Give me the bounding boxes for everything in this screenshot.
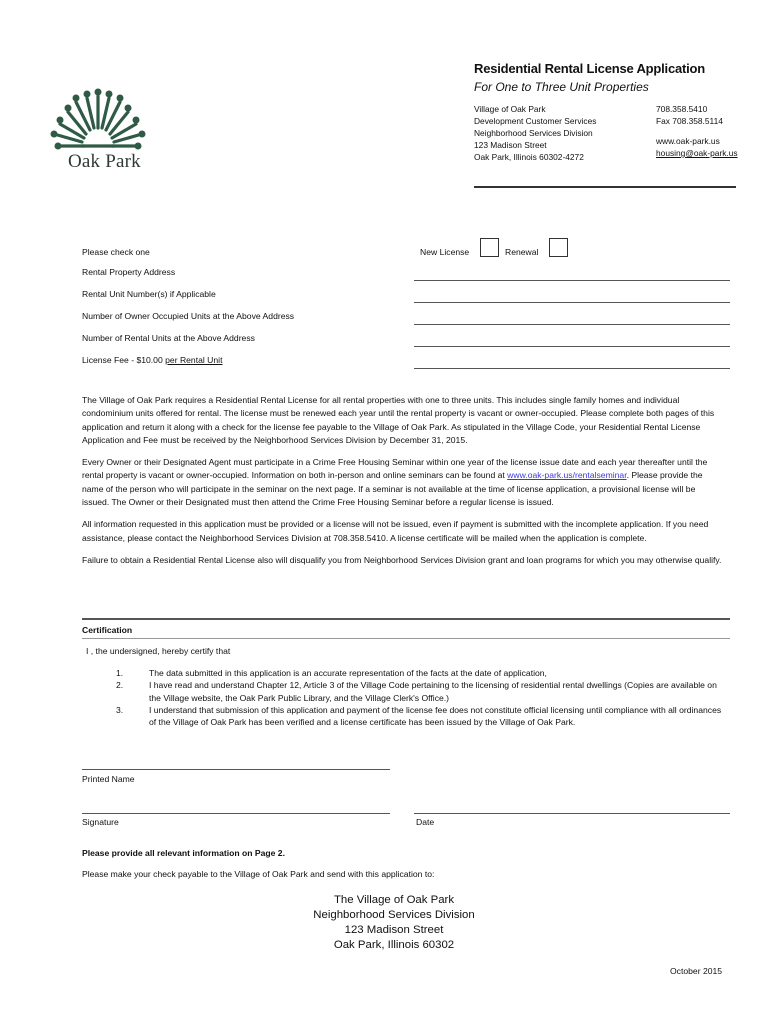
certification-underline bbox=[82, 638, 730, 639]
signature-label: Signature bbox=[82, 817, 119, 827]
mailing-line: Neighborhood Services Division bbox=[313, 909, 475, 921]
rental-units-label: Number of Rental Units at the Above Address bbox=[82, 333, 255, 343]
list-item bbox=[116, 679, 726, 704]
rental-address-label: Rental Property Address bbox=[82, 267, 176, 277]
renewal-checkbox[interactable] bbox=[549, 238, 568, 257]
information-paragraph: All information requested in this application must be provided or a license will not be issued, even if payment is submitted with the incomplete application. If you need assistance, please contact the Neighborhood Services Division at 708.358.5410. A license certificate will be mailed when the application is complete. bbox=[82, 519, 709, 543]
address-line: Oak Park, Illinois 60302-4272 bbox=[474, 152, 584, 162]
address-line: Neighborhood Services Division bbox=[474, 128, 593, 138]
document-title: Residential Rental License Application bbox=[474, 61, 706, 76]
logo-wordmark: Oak Park bbox=[68, 151, 141, 172]
new-license-label: New License bbox=[420, 247, 470, 257]
requirement-paragraph: The Village of Oak Park requires a Residential Rental License for all rental properties with one to three units. This includes single family homes and individual condominium units offered for rental. The license must be renewed each year until the rental property is vacant or owner-occupied. Please complete both pages of this application and return it along with a check for the license fee payable to the Village of Oak Park. As stipulated in the Village Code, your Residential Rental License Application and Fee must be received by the Neighborhood Services Division by December 31, 2015. bbox=[82, 395, 715, 445]
rental-address-field[interactable] bbox=[414, 280, 730, 281]
seminar-link[interactable]: www.oak-park.us/rentalseminar bbox=[507, 470, 627, 481]
signature-field[interactable] bbox=[82, 813, 390, 814]
printed-name-field[interactable] bbox=[82, 769, 390, 770]
list-number: 1. bbox=[116, 668, 124, 678]
check-one-label: Please check one bbox=[82, 247, 150, 257]
mailing-line: 123 Madison Street bbox=[344, 924, 444, 936]
mailing-line: The Village of Oak Park bbox=[333, 894, 455, 906]
address-line: 123 Madison Street bbox=[474, 140, 547, 150]
certification-list bbox=[116, 667, 726, 728]
renewal-label: Renewal bbox=[505, 247, 539, 257]
license-fee-label bbox=[82, 354, 222, 367]
address-line: Village of Oak Park bbox=[474, 104, 546, 114]
unit-numbers-label: Rental Unit Number(s) if Applicable bbox=[82, 289, 216, 299]
phone-number: 708.358.5410 bbox=[656, 104, 708, 114]
mailing-address bbox=[0, 893, 770, 953]
new-license-checkbox[interactable] bbox=[480, 238, 499, 257]
fee-unit: per Rental Unit bbox=[165, 355, 223, 365]
owner-occupied-label: Number of Owner Occupied Units at the Above Address bbox=[82, 311, 295, 321]
seminar-text-cont: . Please provide the name of the person who will participate in the seminar on the next page. If a seminar is not available at the time of license application, a provisional license will be issued. The Owner or their Designated must then attend the Crime Free Housing Seminar before a regular license is issued. bbox=[82, 470, 703, 508]
certification-divider bbox=[82, 618, 730, 620]
failure-paragraph: Failure to obtain a Residential Rental License also will disqualify you from Neighborhood Services Division grant and loan programs for which you may otherwise qualify. bbox=[82, 554, 722, 565]
list-item bbox=[116, 704, 726, 729]
certification-title: Certification bbox=[82, 625, 133, 635]
body-text bbox=[82, 394, 722, 576]
rental-units-field[interactable] bbox=[414, 346, 730, 347]
list-number: 2. bbox=[116, 680, 124, 691]
email-link[interactable]: housing@oak-park.us bbox=[656, 148, 738, 158]
seminar-text: Every Owner or their Designated Agent must participate in a Crime Free Housing Seminar within one year of the license issue date and each year thereafter until the rental property is vacant or owner-occupied. Information on both in-person and online seminars can be found at bbox=[82, 457, 708, 481]
printed-name-label: Printed Name bbox=[82, 774, 135, 784]
document-date: October 2015 bbox=[670, 966, 723, 976]
payable-note: Please make your check payable to the Village of Oak Park and send with this application to: bbox=[82, 869, 435, 879]
seminar-paragraph bbox=[82, 456, 722, 509]
address-line: Development Customer Services bbox=[474, 116, 597, 126]
address-block bbox=[474, 103, 596, 163]
fax-number: Fax 708.358.5114 bbox=[656, 116, 723, 126]
fee-prefix: License Fee - $10.00 bbox=[82, 355, 166, 365]
list-item bbox=[116, 667, 726, 679]
license-fee-field[interactable] bbox=[414, 368, 730, 369]
owner-occupied-field[interactable] bbox=[414, 324, 730, 325]
page2-note: Please provide all relevant information on Page 2. bbox=[82, 848, 285, 858]
contact-block bbox=[656, 103, 738, 159]
mailing-line: Oak Park, Illinois 60302 bbox=[333, 939, 455, 951]
unit-numbers-field[interactable] bbox=[414, 302, 730, 303]
list-text: I understand that submission of this application and payment of the license fee does not constitute official licensing until compliance with all ordinances of the Village of Oak Park has been verified and a license certificate has been issued by the Village of Oak Park. bbox=[149, 704, 722, 728]
date-field[interactable] bbox=[414, 813, 730, 814]
document-subtitle: For One to Three Unit Properties bbox=[474, 80, 649, 94]
date-label: Date bbox=[416, 817, 435, 827]
list-number: 3. bbox=[116, 704, 124, 715]
list-text: I have read and understand Chapter 12, Article 3 of the Village Code pertaining to the licensing of residential rental dwellings (Copies are available on the Village website, the Oak Park Public Library, and the Village Clerk's Office.) bbox=[149, 680, 717, 703]
certification-intro: I , the undersigned, hereby certify that bbox=[86, 646, 231, 656]
list-text: The data submitted in this application is an accurate representation of the facts at the date of application, bbox=[149, 668, 547, 678]
header-divider bbox=[474, 186, 736, 188]
website-link[interactable]: www.oak-park.us bbox=[656, 136, 720, 146]
